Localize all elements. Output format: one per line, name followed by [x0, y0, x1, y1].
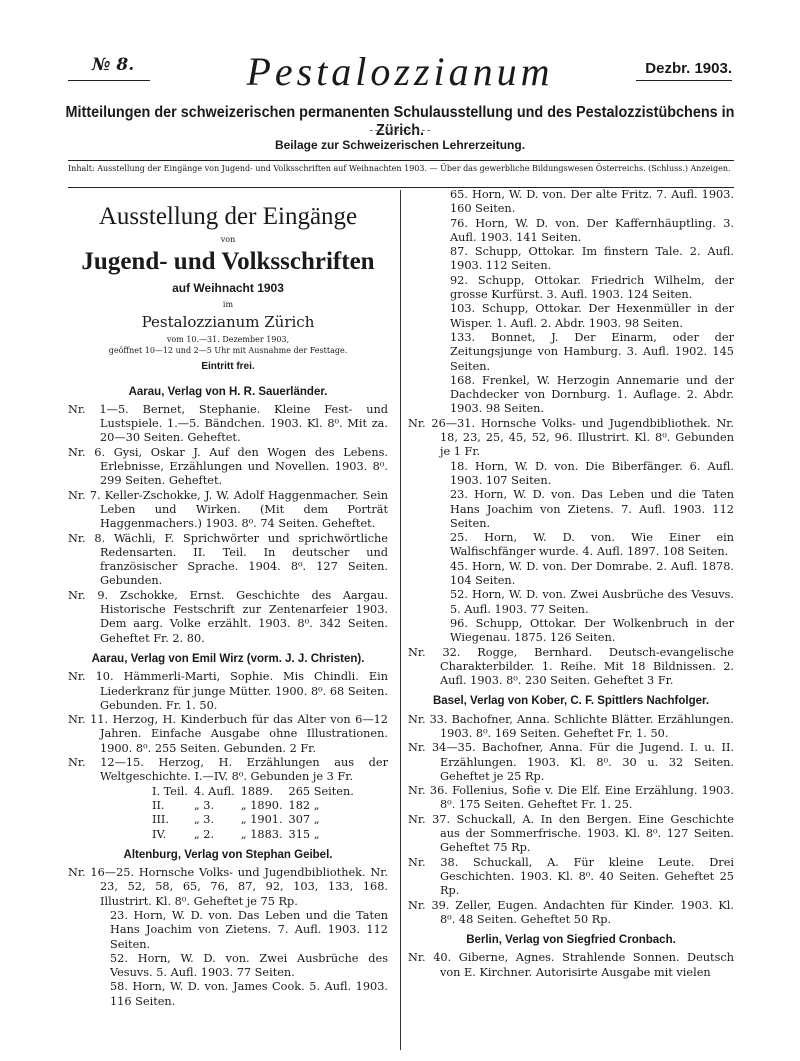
list-subitem: 87. Schupp, Ottokar. Im finstern Tale. 2. Aufl. 1903. 112 Seiten. — [450, 245, 734, 273]
list-item: Nr. 40. Giberne, Agnes. Strahlende Sonnen. Deutsch von E. Kirchner. Autorisirte Ausgabe mit vielen — [408, 951, 734, 979]
list-item: Nr. 39. Zeller, Eugen. Andachten für Kinder. 1903. Kl. 8⁰. 48 Seiten. Geheftet 50 Rp. — [408, 898, 734, 926]
table-cell: „ 1901. — [240, 813, 283, 827]
table-cell: II. — [152, 798, 165, 812]
list-item: Nr. 9. Zschokke, Ernst. Geschichte des Aargau. Historische Festschrift zur Zentenarfeier 1903. Dem aarg. Volke erzählt. 1903. 8⁰. 342 Seiten. Geheftet Fr. 2. 80. — [68, 588, 388, 645]
table-row — [152, 813, 360, 827]
section-heading: Altenburg, Verlag von Stephan Geibel. — [123, 848, 333, 861]
column-divider — [400, 190, 401, 1050]
contents-rule-top — [68, 160, 734, 161]
list-item: Nr. 6. Gysi, Oskar J. Auf den Wogen des Lebens. Erlebnisse, Erzählungen und Novellen. 1903. 8⁰. 299 Seiten. Geheftet. — [68, 445, 388, 488]
right-column — [408, 188, 734, 980]
issue-number: № 8. — [92, 55, 135, 75]
list-subitem: 96. Schupp, Ottokar. Der Wolkenbruch in der Wiegenau. 1875. 126 Seiten. — [450, 616, 734, 645]
table-row — [152, 799, 360, 813]
masthead-subtitle: Mitteilungen der schweizerischen permanenten Schulausstellung und des Pestalozzistübchens in Zürich. — [65, 104, 735, 139]
list-subitem: 92. Schupp, Ottokar. Friedrich Wilhelm, der grosse Kurfürst. 3. Aufl. 1903. 124 Seiten. — [450, 273, 734, 302]
list-subitem: 103. Schupp, Ottokar. Der Hexenmüller in der Wisper. 1. Aufl. 2. Abdr. 1903. 98 Seiten. — [450, 302, 734, 330]
article-title-2: Jugend- und Volksschriften — [81, 248, 375, 275]
table-cell: I. Teil. — [152, 784, 188, 798]
table-cell: IV. — [152, 827, 167, 841]
contents-box: Inhalt: Ausstellung der Eingänge von Jugend- und Volksschriften auf Weihnachten 1903. — Über das gewerbliche Bildungswesen Österreichs. (Schluss.) Anzeigen. — [68, 164, 731, 173]
section-heading: Aarau, Verlag von H. R. Sauerländer. — [128, 385, 328, 398]
table-cell: „ 1890. — [240, 798, 283, 812]
article-place: Pestalozzianum Zürich — [141, 313, 315, 332]
table-cell: „ 3. — [193, 813, 215, 827]
list-item: Nr. 11. Herzog, H. Kinderbuch für das Alter von 6—12 Jahren. Einfache Ausgabe ohne Illustrationen. 1900. 8⁰. 255 Seiten. Gebunden. 2 Fr. — [68, 713, 388, 755]
section-heading: Basel, Verlag von Kober, C. F. Spittlers Nachfolger. — [432, 695, 710, 708]
list-item: Nr. 34—35. Bachofner, Anna. Für die Jugend. I. u. II. Erzählungen. 1903. Kl. 8⁰. 30 u. 32 Seiten. Geheftet je 25 Rp. — [408, 741, 734, 783]
table-cell: „ 1883. — [240, 827, 283, 841]
table-cell: 307 „ — [288, 813, 320, 827]
supplement-line: Beilage zur Schweizerischen Lehrerzeitung. — [274, 138, 526, 152]
list-subitem: 58. Horn, W. D. von. James Cook. 5. Aufl. 1903. 116 Seiten. — [110, 980, 388, 1008]
list-subitem: 65. Horn, W. D. von. Der alte Fritz. 7. Aufl. 1903. 160 Seiten. — [450, 188, 734, 216]
list-subitem: 25. Horn, W. D. von. Wie Einer ein Walfischfänger wurde. 4. Aufl. 1897. 108 Seiten. — [450, 531, 734, 559]
list-item: Nr. 8. Wächli, F. Sprichwörter und sprichwörtliche Redensarten. II. Teil. In deutscher und französischer Sprache. 1904. 8⁰. 127 Seiten. Gebunden. — [68, 531, 388, 588]
table-cell: „ 3. — [193, 798, 215, 812]
article-hours: geöffnet 10—12 und 2—5 Uhr mit Ausnahme der Festtage. — [108, 346, 348, 356]
list-subitem: 76. Horn, W. D. von. Der Kaffernhäuptling. 3. Aufl. 1903. 141 Seiten. — [450, 216, 734, 244]
table-cell: 182 „ — [288, 798, 320, 812]
masthead — [0, 0, 800, 190]
list-item: Nr. 1—5. Bernet, Stephanie. Kleine Fest- und Lustspiele. 1.—5. Bändchen. 1903. Kl. 8⁰. Mit za. 20—30 Seiten. Geheftet. — [68, 402, 388, 445]
section-heading: Berlin, Verlag von Siegfried Cronbach. — [466, 934, 676, 947]
list-subitem: 52. Horn, W. D. von. Zwei Ausbrüche des Vesuvs. 5. Aufl. 1903. 77 Seiten. — [450, 588, 734, 616]
table-cell: 315 „ — [288, 827, 320, 841]
left-column — [68, 188, 388, 1009]
list-item: Nr. 37. Schuckall, A. In den Bergen. Eine Geschichte aus der Sommerfrische. 1903. Kl. 8⁰. 127 Seiten. Geheftet 75 Rp. — [408, 812, 734, 855]
table-cell: 265 Seiten. — [288, 784, 354, 798]
article-entry: Eintritt frei. — [201, 361, 255, 373]
list-item: Nr. 12—15. Herzog, H. Erzählungen aus der Weltgeschichte. I.—IV. 8⁰. Gebunden je 3 Fr. — [68, 756, 388, 784]
table-cell: „ 2. — [193, 827, 215, 841]
list-item: Nr. 10. Hämmerli-Marti, Sophie. Mis Chindli. Ein Liederkranz für junge Mütter. 1900. 8⁰. 68 Seiten. Gebunden. Fr. 1. 50. — [68, 670, 388, 712]
table-cell: 1889. — [240, 784, 274, 798]
article-dates: vom 10.—31. Dezember 1903, — [166, 335, 290, 345]
issue-date: Dezbr. 1903. — [645, 60, 732, 77]
list-item: Nr. 7. Keller-Zschokke, J. W. Adolf Haggenmacher. Sein Leben und Wirken. (Mit dem Porträt Haggenmachers.) 1903. 8⁰. 74 Seiten. Geheftet. — [68, 488, 388, 531]
list-item: Nr. 38. Schuckall, A. Für kleine Leute. Drei Geschichten. 1903. Kl. 8⁰. 40 Seiten. Geheftet 25 Rp. — [408, 855, 734, 898]
section-heading: Aarau, Verlag von Emil Wirz (vorm. J. J. Christen). — [91, 652, 365, 665]
ornament-divider — [370, 130, 430, 131]
list-item: Nr. 32. Rogge, Bernhard. Deutsch-evangelische Charakterbilder. 1. Reihe. Mit 18 Bildnissen. 2. Aufl. 1903. 8⁰. 230 Seiten. Geheftet 3 Fr. — [408, 645, 734, 688]
list-subitem: 23. Horn, W. D. von. Das Leben und die Taten Hans Joachim von Zietens. 7. Aufl. 1903. 112 Seiten. — [110, 908, 388, 951]
article-von: von — [220, 235, 236, 244]
list-subitem: 18. Horn, W. D. von. Die Biberfänger. 6. Aufl. 1903. 107 Seiten. — [450, 459, 734, 487]
table-cell: 4. Aufl. — [193, 784, 235, 798]
volume-table — [152, 785, 360, 842]
table-row — [152, 828, 360, 842]
list-item: Nr. 33. Bachofner, Anna. Schlichte Blätter. Erzählungen. 1903. 8⁰. 169 Seiten. Geheftet Fr. 1. 50. — [408, 712, 734, 740]
masthead-title: Pestalozzianum — [246, 49, 554, 94]
list-subitem: 23. Horn, W. D. von. Das Leben und die Taten Hans Joachim von Zietens. 7. Aufl. 1903. 112 Seiten. — [450, 488, 734, 530]
list-subitem: 45. Horn, W. D. von. Der Domrabe. 2. Aufl. 1878. 104 Seiten. — [450, 559, 734, 588]
table-cell: III. — [152, 813, 169, 827]
article-im: im — [222, 300, 234, 310]
article-title-3: auf Weihnacht 1903 — [172, 281, 284, 295]
list-subitem: 133. Bonnet, J. Der Einarm, oder der Zeitungsjunge von Hamburg. 3. Aufl. 1902. 145 Seiten. — [450, 330, 734, 373]
list-item: Nr. 26—31. Hornsche Volks- und Jugendbibliothek. Nr. 18, 23, 25, 45, 52, 96. Illustrirt. Kl. 8⁰. Gebunden je 1 Fr. — [408, 416, 734, 459]
list-subitem: 52. Horn, W. D. von. Zwei Ausbrüche des Vesuvs. 5. Aufl. 1903. 77 Seiten. — [110, 951, 388, 980]
article-title: Ausstellung der Eingänge — [98, 203, 358, 230]
list-item: Nr. 16—25. Hornsche Volks- und Jugendbibliothek. Nr. 23, 52, 58, 65, 76, 87, 92, 103, 133, 168. Illustrirt. Kl. 8⁰. Geheftet je 75 Rp. — [68, 866, 388, 908]
table-row — [152, 785, 360, 799]
list-subitem: 168. Frenkel, W. Herzogin Annemarie und der Dachdecker von Dornburg. 1. Auflage. 2. Abdr. 1903. 98 Seiten. — [450, 373, 734, 416]
list-item: Nr. 36. Follenius, Sofie v. Die Elf. Eine Erzählung. 1903. 8⁰. 175 Seiten. Geheftet Fr. 1. 25. — [408, 784, 734, 812]
